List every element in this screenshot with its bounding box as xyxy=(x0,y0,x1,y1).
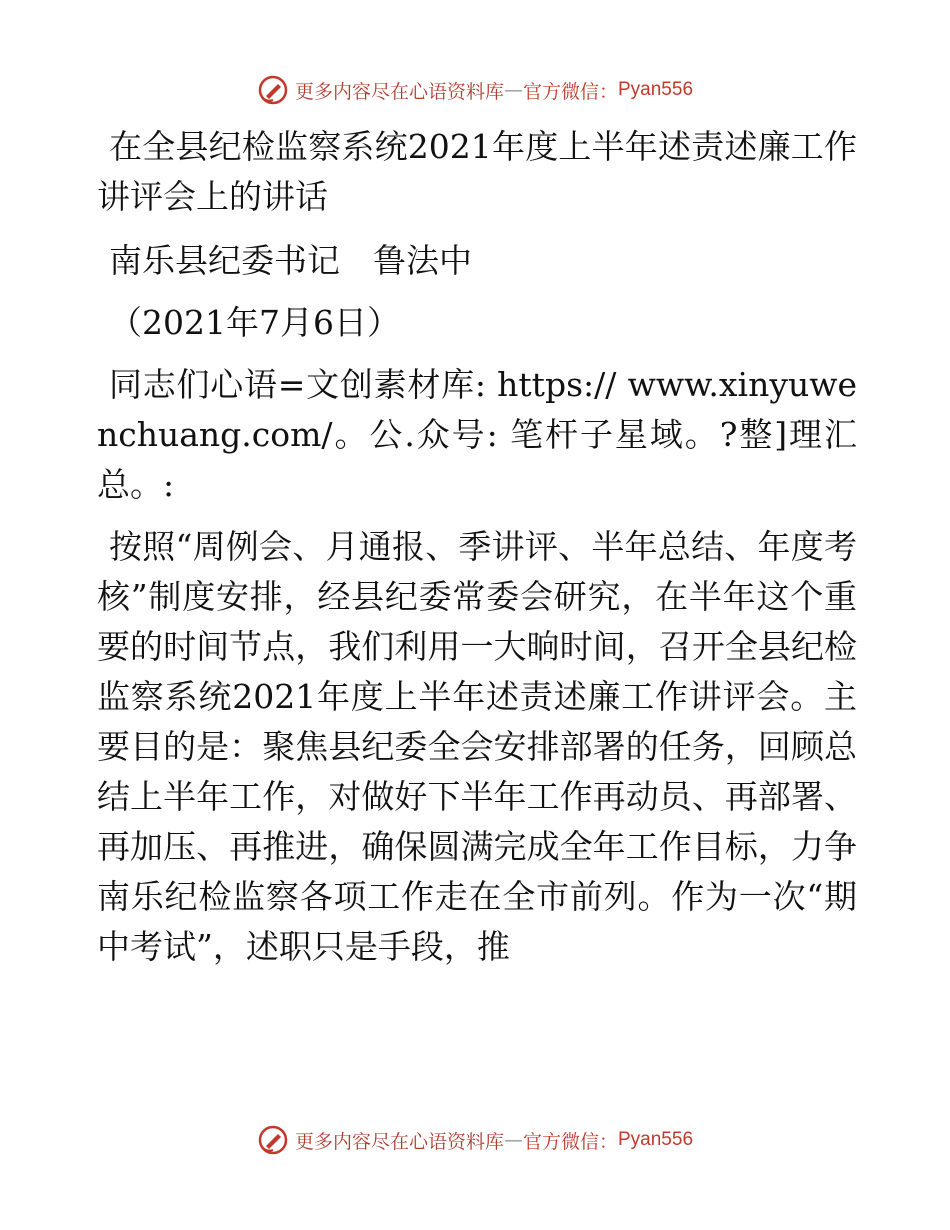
document-title: 在全县纪检监察系统2021年度上半年述责述廉工作讲评会上的讲话 xyxy=(97,127,857,216)
watermark-site-text: 更多内容尽在心语资料库 xyxy=(294,80,504,103)
watermark-official-label: 官方微信： xyxy=(522,1130,618,1153)
document-body xyxy=(97,122,857,972)
watermark-dash: — xyxy=(503,79,523,101)
pen-logo-icon xyxy=(257,1124,289,1156)
watermark-official-label: 官方微信： xyxy=(522,80,618,103)
watermark-dash: — xyxy=(503,1129,523,1151)
document-date: （2021年7月6日） xyxy=(109,303,400,342)
watermark-wechat-id: Pyan556 xyxy=(618,79,694,100)
watermark-header xyxy=(0,70,950,110)
watermark-site-text: 更多内容尽在心语资料库 xyxy=(294,1130,504,1153)
pen-logo-icon xyxy=(257,74,289,106)
watermark-footer xyxy=(0,1120,950,1160)
document-author: 南乐县纪委书记 鲁法中 xyxy=(109,241,472,280)
document-paragraph: 按照“周例会、月通报、季讲评、半年总结、年度考核”制度安排，经县纪委常委会研究，在半年这个重要的时间节点，我们利用一大晌时间，召开全县纪检监察系统2021年度上半年述责述廉工作讲评会。主要目的是：聚焦县纪委全会安排部署的任务，回顾总结上半年工作，对做好下半年工作再动员、再部署、再加压、再推进，确保圆满完成全年工作目标，力争南乐纪检监察各项工作走在全市前列。作为一次“期中考试”，述职只是手段，推 xyxy=(97,527,857,966)
document-note: 同志们心语=文创素材库: https:// www.xinyuwenchuang.com/。公.众号: 笔杆子星域。?整]理汇总。: xyxy=(97,365,857,504)
watermark-wechat-id: Pyan556 xyxy=(618,1129,694,1150)
